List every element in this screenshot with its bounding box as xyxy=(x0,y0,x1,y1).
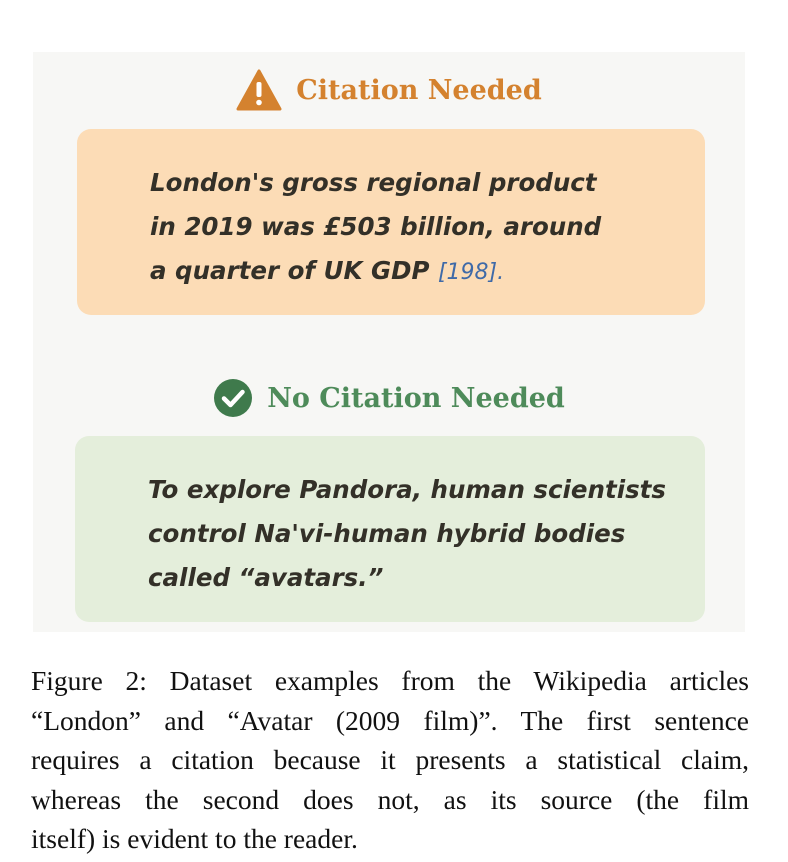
sentence-line: in 2019 was £503 billion, around xyxy=(150,212,602,241)
figure-caption xyxy=(31,661,749,859)
no-citation-needed-title: No Citation Needed xyxy=(267,382,565,414)
sentence-line: To explore Pandora, human scientists xyxy=(148,475,666,504)
sentence-line: called “avatars.” xyxy=(148,563,384,592)
no-citation-needed-heading xyxy=(33,374,745,422)
citation-needed-card xyxy=(77,129,705,315)
caption-line: itself) is evident to the reader. xyxy=(31,823,358,854)
caption-line: requires a citation because it presents a statistical claim, xyxy=(31,744,749,775)
warning-triangle-icon xyxy=(236,69,282,111)
citation-needed-title: Citation Needed xyxy=(296,74,542,106)
citation-marker: [198]. xyxy=(437,260,505,285)
sentence-line: London's gross regional product xyxy=(150,168,597,197)
check-circle-icon xyxy=(213,378,253,418)
no-citation-needed-card xyxy=(75,436,705,622)
citation-needed-heading xyxy=(33,66,745,114)
caption-line: Figure 2: Dataset examples from the Wikipedia articles xyxy=(31,665,749,696)
caption-line: whereas the second does not, as its source (the film xyxy=(31,783,749,815)
sentence-line-with-citation xyxy=(150,249,705,295)
sentence-line: control Na'vi-human hybrid bodies xyxy=(148,519,626,548)
figure-panel xyxy=(33,52,745,632)
caption-line: “London” and “Avatar (2009 film)”. The first sentence xyxy=(31,704,749,736)
sentence-line: a quarter of UK GDP xyxy=(150,256,430,285)
